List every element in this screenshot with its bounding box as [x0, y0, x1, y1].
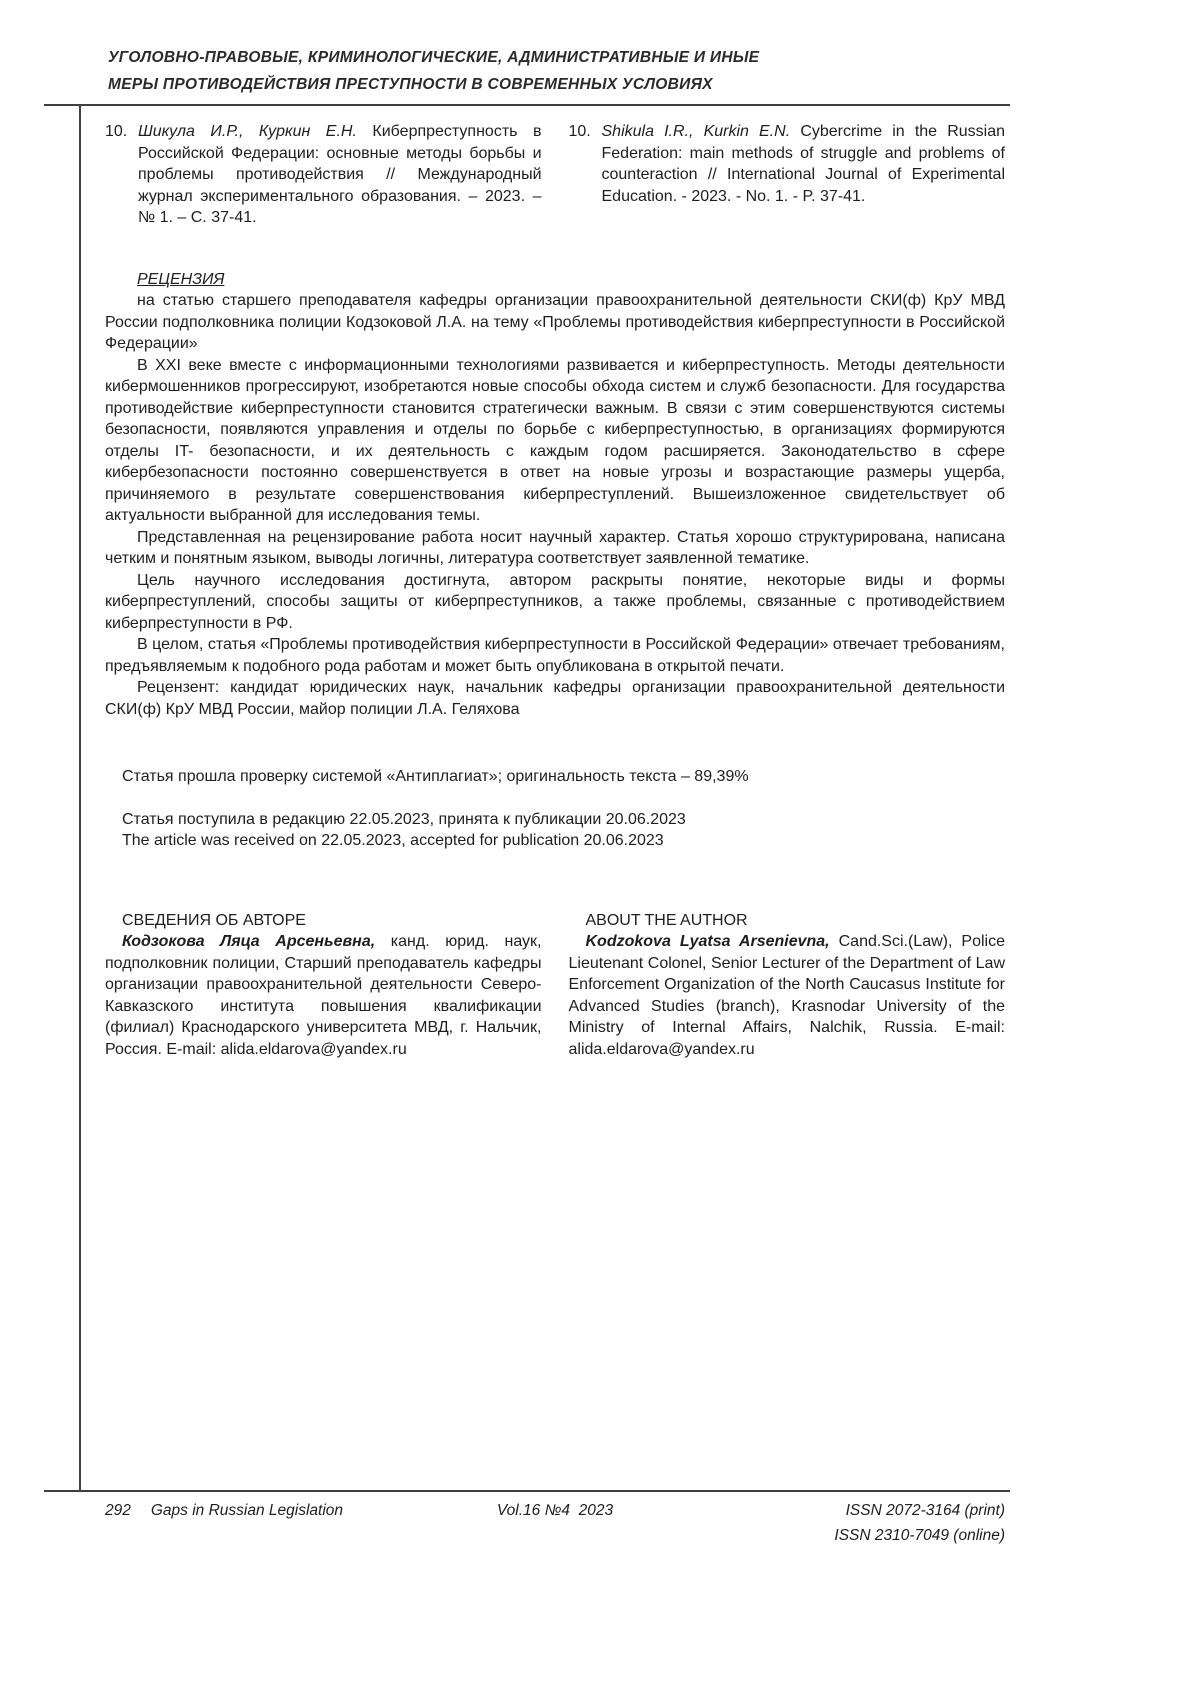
page-number: 292	[105, 1502, 131, 1519]
reference-number-en: 10.	[568, 123, 591, 140]
about-text-ru	[105, 931, 542, 1060]
reference-list	[105, 121, 1005, 229]
footer-rule	[44, 1490, 1010, 1492]
about-author-en	[569, 910, 1006, 1061]
reference-item-ru	[105, 121, 542, 229]
volume-info: Vol.16 №4 2023	[496, 1502, 614, 1519]
review-heading-row	[105, 269, 1005, 291]
review-paragraph: Цель научного исследования достигнута, автором раскрыты понятие, некоторые виды и формы киберпреступлений, способы защиты от киберпреступников, а также проблемы, связанные с противодействием киберпреступности в РФ.	[105, 571, 1005, 632]
about-author-ru	[105, 910, 542, 1061]
about-author-section	[105, 910, 1005, 1061]
submission-dates	[105, 809, 1005, 852]
reviewer-line: Рецензент: кандидат юридических наук, начальник кафедры организации правоохранительной деятельности СКИ(ф) КрУ МВД России, майор полиции Л.А. Геляхова	[105, 679, 1005, 718]
header-rule	[44, 104, 1010, 106]
reference-text-en	[602, 121, 1006, 229]
issn-print: ISSN 2072-3164 (print)	[845, 1502, 1005, 1519]
reference-body-en: Cybercrime in the Russian Federation: main methods of struggle and problems of counteraction // International Journal of Experimental Education. - 2023. - No. 1. - P. 37-41.	[601, 123, 1005, 205]
reference-authors-ru: Шикула И.Р., Куркин Е.Н.	[138, 123, 357, 140]
footer-left	[105, 1498, 405, 1548]
page-footer	[105, 1498, 1005, 1548]
issn-online: ISSN 2310-7049 (online)	[834, 1527, 1005, 1544]
review-paragraph-intro: на статью старшего преподавателя кафедры организации правоохранительной деятельности СКИ(ф) КрУ МВД России подполковника полиции Кодзоковой Л.А. на тему «Проблемы противодействия киберпреступности в Российской Федерации»	[105, 292, 1005, 352]
issn-block	[705, 1498, 1005, 1548]
about-body-ru: канд. юрид. наук, подполковник полиции, Старший преподаватель кафедры организации правоохранительной деятельности Северо-Кавказского института повышения квалификации (филиал) Краснодарского университета МВД, г. Нальчик, Россия. E-mail: alida.eldarova@yandex.ru	[105, 933, 542, 1058]
review-paragraph: Представленная на рецензирование работа носит научный характер. Статья хорошо структурирована, написана четким и понятным языком, выводы логичны, литература соответствует заявленной тематике.	[105, 528, 1005, 567]
antiplagiat-note: Статья прошла проверку системой «Антиплагиат»; оригинальность текста – 89,39%	[122, 768, 749, 785]
reference-text-ru	[138, 121, 542, 229]
running-head-line2: МЕРЫ ПРОТИВОДЕЙСТВИЯ ПРЕСТУПНОСТИ В СОВРЕМЕННЫХ УСЛОВИЯХ	[108, 76, 713, 93]
left-vertical-rule	[79, 104, 81, 1492]
about-body-en: Cand.Sci.(Law), Police Lieutenant Colonel, Senior Lecturer of the Department of Law Enforcement Organization of the North Caucasus Institute for Advanced Studies (branch), Krasnodar University of the Ministry of Internal Affairs, Nalchik, Russia. E-mail: alida.eldarova@yandex.ru	[568, 933, 1005, 1058]
about-heading-en: ABOUT THE AUTHOR	[585, 911, 748, 929]
review-paragraph: В XXI веке вместе с информационными технологиями развивается и киберпреступность. Методы деятельности кибермошенников прогрессируют, изобретаются новые способы обхода систем и служб безопасности. Для государства противодействие киберпреступности становится стратегически важным. В связи с этим совершенствуются системы безопасности, появляются управления и отделы по борьбе с киберпреступностью, в организациях формируются отделы IT- безопасности, и их деятельность с каждым годом расширяется. Законодательство в сфере кибербезопасности постоянно совершенствуется в ответ на новые угрозы и возрастающие размеры ущерба, причиняемого в результате совершенствования киберпреступлений. Вышеизложенное свидетельствует об актуальности выбранной для исследования темы.	[105, 356, 1005, 524]
review-heading: РЕЦЕНЗИЯ	[137, 270, 225, 288]
journal-title: Gaps in Russian Legislation	[150, 1502, 344, 1519]
submission-date-ru: Статья поступила в редакцию 22.05.2023, принята к публикации 20.06.2023	[122, 810, 686, 828]
review-paragraph: В целом, статья «Проблемы противодействия киберпреступности в Российской Федерации» отвечает требованиям, предъявляемым к подобного рода работам и может быть опубликована в открытой печати.	[105, 636, 1005, 675]
reference-body-ru: Киберпреступность в Российской Федерации: основные методы борьбы и проблемы противодействия // Международный журнал экспериментального образования. – 2023. – № 1. – С. 37-41.	[138, 123, 542, 226]
about-text-en	[569, 931, 1006, 1060]
reference-authors-en: Shikula I.R., Kurkin E.N.	[601, 123, 791, 140]
author-name-en: Kodzokova Lyatsa Arsenievna,	[585, 933, 830, 950]
reference-item-en	[569, 121, 1006, 229]
about-heading-ru: СВЕДЕНИЯ ОБ АВТОРЕ	[122, 911, 306, 929]
author-name-ru: Кодзокова Ляца Арсеньевна,	[122, 933, 376, 950]
submission-date-en: The article was received on 22.05.2023, accepted for publication 20.06.2023	[122, 832, 664, 849]
page-content	[105, 121, 1005, 1060]
running-head-line1: УГОЛОВНО-ПРАВОВЫЕ, КРИМИНОЛОГИЧЕСКИЕ, АДМИНИСТРАТИВНЫЕ И ИНЫЕ	[108, 49, 760, 66]
running-head	[108, 44, 759, 98]
reference-number-ru: 10.	[105, 123, 128, 140]
review-section	[105, 269, 1005, 721]
